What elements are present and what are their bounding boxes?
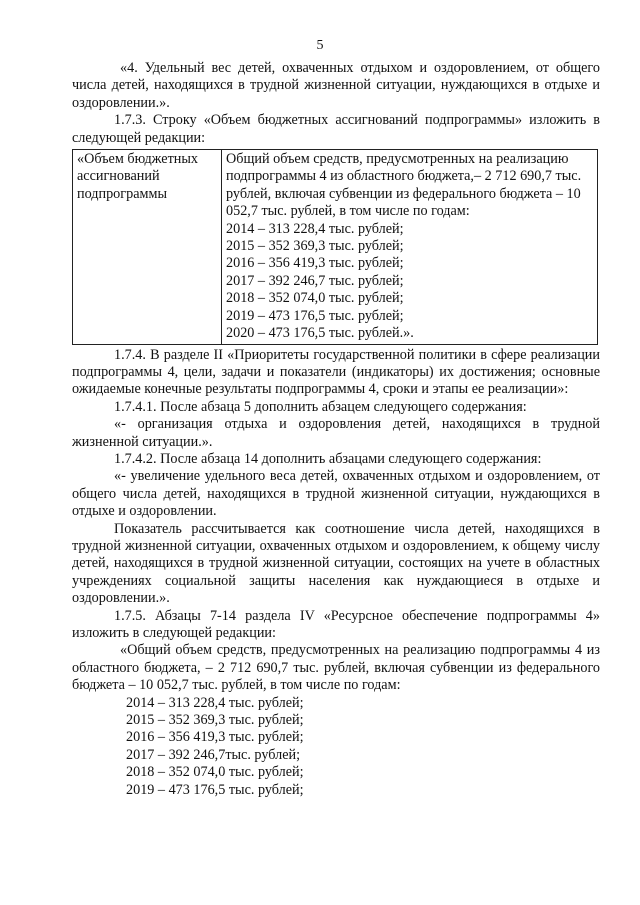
budget-year-line: 2019 – 473 176,5 тыс. рублей; bbox=[226, 307, 404, 324]
section-1-7-4-1: 1.7.4.1. После абзаца 5 дополнить абзацем следующего содержания: bbox=[114, 398, 527, 415]
year-line: 2019 – 473 176,5 тыс. рублей; bbox=[126, 781, 304, 798]
year-line: 2015 – 352 369,3 тыс. рублей; bbox=[126, 712, 304, 729]
section-1-7-5: 1.7.5. Абзацы 7-14 раздела IV «Ресурсное обеспечение подпрограммы 4» изложить в следующей редакции: bbox=[72, 607, 600, 641]
year-line: 2017 – 392 246,7тыс. рублей; bbox=[126, 746, 301, 763]
page-number: 5 bbox=[316, 38, 324, 53]
document-body bbox=[72, 60, 600, 799]
budget-year-line: 2018 – 352 074,0 тыс. рублей; bbox=[226, 290, 404, 307]
section-1-7-4-2-text: «- увеличение удельного веса детей, охваченных отдыхом и оздоровлением, от общего числа детей, находящихся в трудной жизненной ситуации, нуждающихся в отдыхе и оздоровлении. bbox=[72, 468, 600, 520]
indicator-paragraph: Показатель рассчитывается как соотношение числа детей, находящихся в трудной жизненной ситуации, охваченных отдыхом и оздоровлением, к общему числу детей, находящихся в трудной жизненной ситуации, состоящих на учете в областных учреждениях социальной защиты населения как нуждающиеся в отдыхе и оздоровлении.». bbox=[72, 520, 600, 607]
budget-table bbox=[72, 149, 598, 344]
section-1-7-5-text: «Общий объем средств, предусмотренных на реализацию подпрограммы 4 из областного бюджета, – 2 712 690,7 тыс. рублей, включая субвенции из федерального бюджета – 10 052,7 тыс. рублей, в том числе по годам: bbox=[72, 642, 600, 694]
year-line: 2016 – 356 419,3 тыс. рублей; bbox=[126, 729, 304, 746]
year-line: 2018 – 352 074,0 тыс. рублей; bbox=[126, 764, 304, 781]
section-1-7-4: 1.7.4. В разделе II «Приоритеты государственной политики в сфере реализации подпрограммы 4, цели, задачи и показатели (индикаторы) их достижения; основные ожидаемые конечные результаты подпрограммы 4, сроки и этапы ее реализации»: bbox=[72, 346, 600, 398]
budget-year-line: 2014 – 313 228,4 тыс. рублей; bbox=[226, 220, 404, 237]
year-line: 2014 – 313 228,4 тыс. рублей; bbox=[126, 694, 304, 711]
budget-table-value bbox=[222, 150, 598, 344]
budget-year-line: 2016 – 356 419,3 тыс. рублей; bbox=[226, 255, 404, 272]
budget-intro: Общий объем средств, предусмотренных на реализацию подпрограммы 4 из областного бюджета,– 2 712 690,7 тыс. рублей, включая субвенции из федерального бюджета – 10 052,7 тыс. рублей, в том числе по годам: bbox=[226, 151, 582, 220]
budget-year-line: 2020 – 473 176,5 тыс. рублей.». bbox=[226, 325, 414, 342]
year-list bbox=[72, 695, 600, 799]
table-row bbox=[73, 150, 598, 344]
budget-year-line: 2017 – 392 246,7 тыс. рублей; bbox=[226, 272, 404, 289]
section-1-7-4-1-text: «- организация отдыха и оздоровления детей, находящихся в трудной жизненной ситуации.». bbox=[72, 416, 600, 450]
item-4-paragraph: «4. Удельный вес детей, охваченных отдыхом и оздоровлением, от общего числа детей, находящихся в трудной жизненной ситуации, нуждающихся в отдыхе и оздоровлении.». bbox=[72, 60, 600, 111]
section-1-7-3: 1.7.3. Строку «Объем бюджетных ассигнований подпрограммы» изложить в следующей редакции: bbox=[72, 112, 600, 146]
section-1-7-4-2: 1.7.4.2. После абзаца 14 дополнить абзацами следующего содержания: bbox=[114, 450, 542, 467]
budget-table-label: «Объем бюджетных ассигнований подпрограммы bbox=[73, 150, 222, 344]
budget-year-line: 2015 – 352 369,3 тыс. рублей; bbox=[226, 238, 404, 255]
